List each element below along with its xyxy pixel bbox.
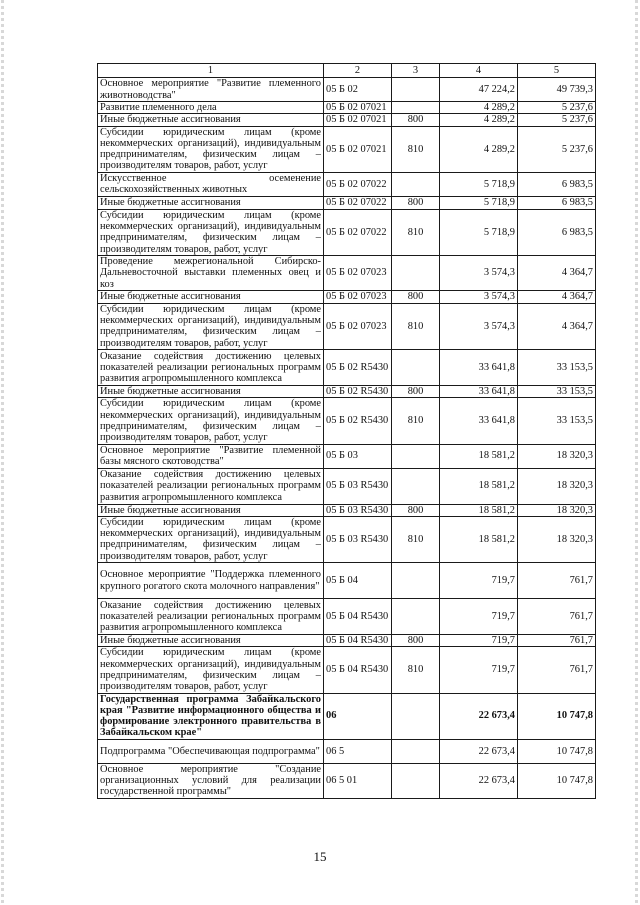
row-code-cell: 05 Б 02 07022 [324, 172, 392, 196]
row-code-cell: 05 Б 02 07021 [324, 102, 392, 114]
row-amount-2-cell: 5 237,6 [518, 126, 596, 172]
row-type-cell: 800 [392, 504, 440, 516]
row-amount-2-cell: 18 320,3 [518, 468, 596, 504]
table-row [98, 172, 596, 196]
row-amount-1-cell: 719,7 [440, 647, 518, 693]
row-amount-2-cell: 6 983,5 [518, 172, 596, 196]
row-type-cell: 800 [392, 386, 440, 398]
row-amount-1-cell: 33 641,8 [440, 350, 518, 386]
page-number: 15 [313, 849, 327, 864]
row-code-cell: 05 Б 03 R5430 [324, 504, 392, 516]
table-row [98, 255, 596, 290]
table-row [98, 102, 596, 114]
row-type-cell [392, 255, 440, 290]
row-code-cell: 05 Б 02 R5430 [324, 386, 392, 398]
row-name-cell: Развитие племенного дела [98, 102, 324, 114]
row-name-cell: Субсидии юридическим лицам (кроме некоммерческих организаций), индивидуальным предпринимателям, физическим лицам – производителям товаров, работ, услуг [98, 647, 324, 693]
row-type-cell [392, 444, 440, 468]
header-col-1: 1 [98, 64, 324, 78]
table-row [98, 78, 596, 102]
row-type-cell [392, 172, 440, 196]
row-type-cell [392, 468, 440, 504]
row-amount-1-cell: 5 718,9 [440, 196, 518, 209]
row-name-cell: Субсидии юридическим лицам (кроме некоммерческих организаций), индивидуальным предпринимателям, физическим лицам – производителям товаров, работ, услуг [98, 209, 324, 255]
row-amount-1-cell: 18 581,2 [440, 468, 518, 504]
row-amount-2-cell: 10 747,8 [518, 739, 596, 763]
row-type-cell [392, 763, 440, 798]
header-col-5: 5 [518, 64, 596, 78]
row-name-cell: Субсидии юридическим лицам (кроме некоммерческих организаций), индивидуальным предпринимателям, физическим лицам – производителям товаров, работ, услуг [98, 516, 324, 562]
row-amount-1-cell: 33 641,8 [440, 398, 518, 444]
row-code-cell: 05 Б 03 [324, 444, 392, 468]
row-amount-1-cell: 22 673,4 [440, 739, 518, 763]
row-type-cell [392, 739, 440, 763]
row-code-cell: 05 Б 04 [324, 563, 392, 599]
row-code-cell: 05 Б 02 07021 [324, 114, 392, 126]
row-amount-2-cell: 5 237,6 [518, 102, 596, 114]
row-amount-2-cell: 18 320,3 [518, 516, 596, 562]
row-type-cell [392, 599, 440, 635]
row-amount-1-cell: 3 574,3 [440, 303, 518, 349]
row-name-cell: Основное мероприятие "Поддержка племенного крупного рогатого скота молочного направления" [98, 563, 324, 599]
row-amount-2-cell: 6 983,5 [518, 209, 596, 255]
row-type-cell: 800 [392, 635, 440, 647]
row-amount-1-cell: 22 673,4 [440, 763, 518, 798]
row-code-cell: 06 5 01 [324, 763, 392, 798]
table-row [98, 647, 596, 693]
row-type-cell: 800 [392, 290, 440, 303]
row-amount-1-cell: 18 581,2 [440, 504, 518, 516]
row-name-cell: Иные бюджетные ассигнования [98, 635, 324, 647]
row-name-cell: Подпрограмма "Обеспечивающая подпрограмма" [98, 739, 324, 763]
row-type-cell [392, 78, 440, 102]
row-amount-2-cell: 761,7 [518, 647, 596, 693]
table-row [98, 599, 596, 635]
table-row [98, 504, 596, 516]
row-amount-1-cell: 4 289,2 [440, 114, 518, 126]
row-amount-1-cell: 719,7 [440, 635, 518, 647]
budget-table-body [98, 64, 596, 799]
row-code-cell: 06 5 [324, 739, 392, 763]
row-amount-2-cell: 5 237,6 [518, 114, 596, 126]
row-amount-2-cell: 4 364,7 [518, 303, 596, 349]
row-code-cell: 06 [324, 693, 392, 739]
row-code-cell: 05 Б 02 [324, 78, 392, 102]
row-amount-1-cell: 18 581,2 [440, 444, 518, 468]
table-row [98, 350, 596, 386]
row-type-cell: 810 [392, 209, 440, 255]
header-col-4: 4 [440, 64, 518, 78]
row-amount-2-cell: 49 739,3 [518, 78, 596, 102]
row-amount-1-cell: 47 224,2 [440, 78, 518, 102]
row-name-cell: Оказание содействия достижению целевых показателей реализации региональных программ развития агропромышленного комплекса [98, 599, 324, 635]
row-amount-2-cell: 33 153,5 [518, 350, 596, 386]
table-row [98, 516, 596, 562]
row-amount-2-cell: 10 747,8 [518, 763, 596, 798]
row-type-cell: 810 [392, 303, 440, 349]
row-name-cell: Искусственное осеменение сельскохозяйственных животных [98, 172, 324, 196]
row-name-cell: Государственная программа Забайкальского края "Развитие информационного общества и формирование электронного правительства в Забайкальском крае" [98, 693, 324, 739]
row-code-cell: 05 Б 04 R5430 [324, 599, 392, 635]
row-type-cell: 810 [392, 647, 440, 693]
table-row [98, 398, 596, 444]
row-code-cell: 05 Б 02 R5430 [324, 398, 392, 444]
row-code-cell: 05 Б 02 07023 [324, 255, 392, 290]
row-amount-2-cell: 33 153,5 [518, 386, 596, 398]
row-code-cell: 05 Б 04 R5430 [324, 647, 392, 693]
row-type-cell: 810 [392, 126, 440, 172]
row-amount-1-cell: 33 641,8 [440, 386, 518, 398]
row-amount-1-cell: 719,7 [440, 599, 518, 635]
row-amount-2-cell: 33 153,5 [518, 398, 596, 444]
row-code-cell: 05 Б 03 R5430 [324, 468, 392, 504]
table-row [98, 468, 596, 504]
scan-edge-right [635, 0, 638, 905]
row-amount-1-cell: 3 574,3 [440, 255, 518, 290]
row-amount-2-cell: 761,7 [518, 563, 596, 599]
row-name-cell: Проведение межрегиональной Сибирско-Дальневосточной выставки племенных овец и коз [98, 255, 324, 290]
row-amount-2-cell: 761,7 [518, 599, 596, 635]
table-row [98, 563, 596, 599]
row-code-cell: 05 Б 03 R5430 [324, 516, 392, 562]
row-amount-1-cell: 18 581,2 [440, 516, 518, 562]
row-type-cell: 810 [392, 516, 440, 562]
table-row [98, 196, 596, 209]
table-header-row [98, 64, 596, 78]
row-name-cell: Иные бюджетные ассигнования [98, 290, 324, 303]
row-name-cell: Оказание содействия достижению целевых показателей реализации региональных программ развития агропромышленного комплекса [98, 468, 324, 504]
header-col-2: 2 [324, 64, 392, 78]
row-code-cell: 05 Б 02 R5430 [324, 350, 392, 386]
row-type-cell [392, 693, 440, 739]
row-type-cell [392, 350, 440, 386]
table-row [98, 209, 596, 255]
row-code-cell: 05 Б 02 07022 [324, 196, 392, 209]
row-amount-2-cell: 6 983,5 [518, 196, 596, 209]
row-name-cell: Иные бюджетные ассигнования [98, 196, 324, 209]
row-amount-2-cell: 761,7 [518, 635, 596, 647]
row-amount-2-cell: 18 320,3 [518, 504, 596, 516]
row-code-cell: 05 Б 04 R5430 [324, 635, 392, 647]
row-type-cell [392, 102, 440, 114]
row-name-cell: Субсидии юридическим лицам (кроме некоммерческих организаций), индивидуальным предпринимателям, физическим лицам – производителям товаров, работ, услуг [98, 303, 324, 349]
row-amount-1-cell: 719,7 [440, 563, 518, 599]
row-amount-1-cell: 22 673,4 [440, 693, 518, 739]
row-amount-1-cell: 5 718,9 [440, 209, 518, 255]
row-name-cell: Субсидии юридическим лицам (кроме некоммерческих организаций), индивидуальным предпринимателям, физическим лицам – производителям товаров, работ, услуг [98, 126, 324, 172]
header-col-3: 3 [392, 64, 440, 78]
budget-table [97, 63, 596, 799]
row-code-cell: 05 Б 02 07023 [324, 303, 392, 349]
row-amount-2-cell: 4 364,7 [518, 290, 596, 303]
scan-edge-left [1, 0, 4, 905]
row-name-cell: Иные бюджетные ассигнования [98, 114, 324, 126]
row-code-cell: 05 Б 02 07023 [324, 290, 392, 303]
row-type-cell: 810 [392, 398, 440, 444]
row-amount-1-cell: 3 574,3 [440, 290, 518, 303]
table-row [98, 444, 596, 468]
row-name-cell: Субсидии юридическим лицам (кроме некоммерческих организаций), индивидуальным предпринимателям, физическим лицам – производителям товаров, работ, услуг [98, 398, 324, 444]
table-row [98, 114, 596, 126]
row-name-cell: Оказание содействия достижению целевых показателей реализации региональных программ развития агропромышленного комплекса [98, 350, 324, 386]
row-name-cell: Основное мероприятие "Развитие племенного животноводства" [98, 78, 324, 102]
row-amount-1-cell: 4 289,2 [440, 126, 518, 172]
row-type-cell [392, 563, 440, 599]
row-amount-2-cell: 10 747,8 [518, 693, 596, 739]
row-name-cell: Иные бюджетные ассигнования [98, 386, 324, 398]
row-code-cell: 05 Б 02 07022 [324, 209, 392, 255]
row-amount-2-cell: 4 364,7 [518, 255, 596, 290]
row-name-cell: Иные бюджетные ассигнования [98, 504, 324, 516]
table-row [98, 763, 596, 798]
row-type-cell: 800 [392, 196, 440, 209]
table-row [98, 635, 596, 647]
table-row [98, 693, 596, 739]
row-amount-2-cell: 18 320,3 [518, 444, 596, 468]
row-name-cell: Основное мероприятие "Создание организационных условий для реализации государственной программы" [98, 763, 324, 798]
row-type-cell: 800 [392, 114, 440, 126]
table-row [98, 386, 596, 398]
table-row [98, 303, 596, 349]
row-code-cell: 05 Б 02 07021 [324, 126, 392, 172]
table-row [98, 739, 596, 763]
table-row [98, 290, 596, 303]
table-row [98, 126, 596, 172]
row-amount-1-cell: 4 289,2 [440, 102, 518, 114]
row-name-cell: Основное мероприятие "Развитие племенной базы мясного скотоводства" [98, 444, 324, 468]
row-amount-1-cell: 5 718,9 [440, 172, 518, 196]
